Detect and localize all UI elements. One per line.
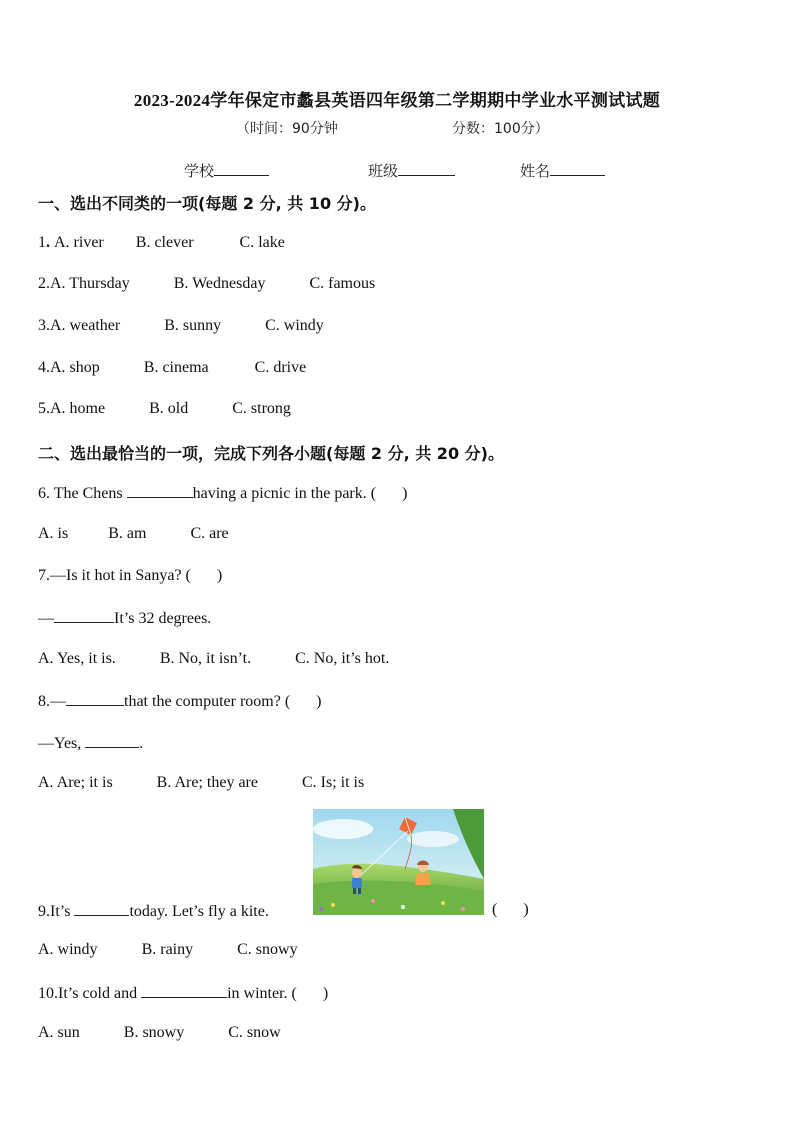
q8-reply-end: .	[139, 735, 144, 752]
question-3	[38, 317, 324, 335]
q1-number: 1	[38, 234, 46, 251]
question-5	[38, 400, 291, 418]
q3-number: 3.	[38, 317, 50, 334]
name-label: 姓名	[520, 162, 551, 180]
q2-option-a: A. Thursday	[50, 275, 130, 292]
q1-option-b: B. clever	[135, 234, 194, 251]
q10-stem-start: 10.It’s cold and	[38, 985, 138, 1002]
q8-option-a: A. Are; it is	[38, 774, 113, 791]
name-field	[520, 160, 605, 181]
q10-blank[interactable]	[141, 983, 227, 998]
question-2	[38, 275, 375, 293]
q4-option-c: C. drive	[254, 359, 307, 376]
name-blank[interactable]	[550, 161, 605, 176]
q3-option-b: B. sunny	[164, 317, 222, 334]
class-label: 班级	[368, 162, 399, 180]
q5-option-a: A. home	[50, 400, 106, 417]
q8-reply-start: —Yes,	[38, 735, 82, 752]
q6-paren-close: )	[402, 485, 408, 502]
question-1: 1. A. river B. clever C. lake	[38, 234, 285, 251]
q7-stem: 7.—Is it hot in Sanya? (	[38, 567, 191, 584]
question-9	[38, 901, 269, 921]
q10-option-b: B. snowy	[123, 1024, 185, 1041]
question-8-answer-line	[38, 733, 143, 753]
school-blank[interactable]	[214, 161, 269, 176]
q7-reply: It’s 32 degrees.	[114, 610, 212, 627]
question-8	[38, 691, 322, 711]
section1-heading: 一、选出不同类的一项(每题 2 分, 共 10 分)。	[38, 194, 376, 213]
kite-flying-illustration	[313, 809, 484, 915]
q8-paren-close: )	[316, 693, 322, 710]
q5-option-c: C. strong	[232, 400, 291, 417]
question-6-options	[38, 525, 229, 543]
q5-option-b: B. old	[149, 400, 189, 417]
q4-number: 4.	[38, 359, 50, 376]
q9-paren	[492, 901, 529, 919]
q5-number: 5.	[38, 400, 50, 417]
q6-option-b: B. am	[108, 525, 147, 542]
q1-option-c: C. lake	[239, 234, 285, 251]
q7-option-b: B. No, it isn’t.	[159, 650, 252, 667]
q8-option-c: C. Is; it is	[301, 774, 365, 791]
question-6	[38, 483, 407, 503]
school-field	[184, 160, 269, 181]
q9-option-c: C. snowy	[237, 941, 298, 958]
q3-option-a: A. weather	[50, 317, 121, 334]
q9-paren-close: )	[523, 901, 529, 918]
q2-number: 2.	[38, 275, 50, 292]
question-10	[38, 983, 328, 1003]
q9-option-a: A. windy	[38, 941, 98, 958]
question-7-answer-line	[38, 608, 211, 628]
q4-option-b: B. cinema	[143, 359, 209, 376]
q8-stem-end: that the computer room? (	[124, 693, 291, 710]
q9-paren-open: (	[492, 901, 498, 918]
q7-option-c: C. No, it’s hot.	[295, 650, 390, 667]
q2-option-b: B. Wednesday	[173, 275, 266, 292]
q9-stem-end: today. Let’s fly a kite.	[129, 903, 269, 920]
q4-option-a: A. shop	[50, 359, 100, 376]
q9-blank[interactable]	[74, 901, 129, 916]
exam-title: 2023-2024学年保定市蠡县英语四年级第二学期期中学业水平测试试题	[133, 91, 661, 110]
q8-stem-start: 8.—	[38, 693, 66, 710]
class-field	[368, 160, 455, 181]
q9-stem-start: 9.It’s	[38, 903, 71, 920]
q6-option-c: C. are	[190, 525, 229, 542]
q6-stem-end: having a picnic in the park. (	[192, 485, 377, 502]
question-10-options	[38, 1024, 281, 1042]
q10-paren-close: )	[322, 985, 329, 1002]
q10-option-a: A. sun	[38, 1024, 80, 1041]
q6-blank[interactable]	[127, 483, 193, 498]
q6-stem-start: 6. The Chens	[38, 485, 123, 502]
q3-option-c: C. windy	[265, 317, 324, 334]
q7-option-a: A. Yes, it is.	[38, 650, 116, 667]
q9-option-b: B. rainy	[141, 941, 194, 958]
q1-option-a: A. river	[54, 234, 104, 251]
q7-paren-close: )	[216, 567, 223, 584]
q8-blank[interactable]	[66, 691, 124, 706]
time-label: （时间：90分钟	[236, 121, 338, 137]
question-4	[38, 359, 306, 377]
question-8-options	[38, 774, 364, 792]
q8-option-b: B. Are; they are	[156, 774, 258, 791]
q8-answer-blank[interactable]	[85, 733, 139, 748]
question-7	[38, 567, 222, 585]
question-7-options	[38, 650, 389, 668]
section2-heading: 二、选出最恰当的一项，完成下列各小题(每题 2 分, 共 20 分)。	[38, 444, 504, 463]
q10-stem-end: in winter. (	[227, 985, 297, 1002]
question-9-options	[38, 941, 298, 959]
q7-dash: —	[38, 610, 54, 627]
score-label: 分数：100分）	[452, 121, 549, 137]
q7-blank[interactable]	[54, 608, 114, 623]
q6-option-a: A. is	[38, 525, 69, 542]
class-blank[interactable]	[398, 161, 455, 176]
school-label: 学校	[184, 162, 215, 180]
q10-option-c: C. snow	[228, 1024, 281, 1041]
q2-option-c: C. famous	[309, 275, 376, 292]
